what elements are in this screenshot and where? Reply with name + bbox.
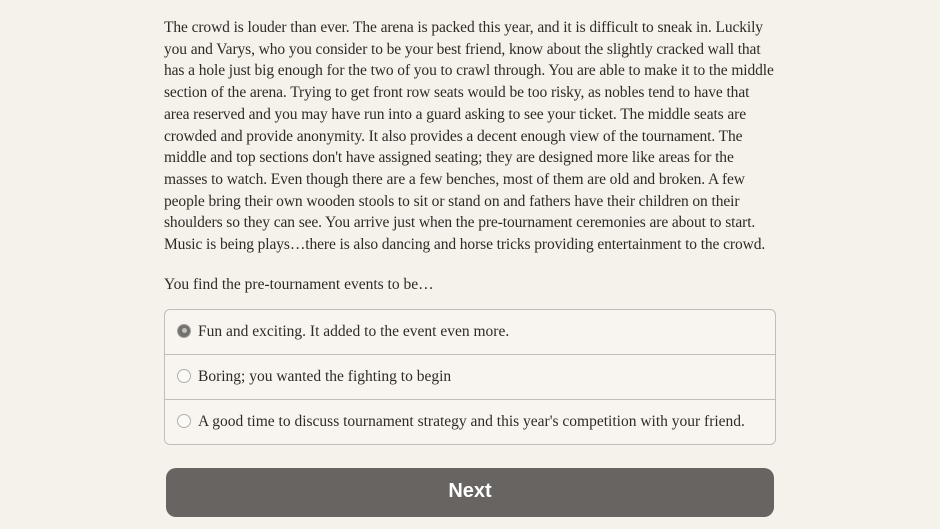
choice-label: A good time to discuss tournament strategy and this year's competition with your friend. (198, 412, 745, 430)
choice-label: Boring; you wanted the fighting to begin (198, 367, 452, 385)
story-page (164, 0, 776, 517)
next-button[interactable]: Next (166, 468, 774, 517)
choice-option-boring[interactable] (165, 355, 775, 400)
choice-group (164, 309, 776, 445)
radio-button-icon[interactable] (177, 369, 191, 383)
choice-question: You find the pre-tournament events to be… (164, 275, 434, 293)
radio-button-icon[interactable] (177, 324, 191, 338)
story-paragraph: The crowd is louder than ever. The arena is packed this year, and it is difficult to sneak in. Luckily you and Varys, who you consider to be your best friend, know about the slightly cracked wall that has a hole just big enough for the two of you to crawl through. You are able to make it to the middle section of the arena. Trying to get front row seats would be too risky, as nobles tend to have that area reserved and you may have run into a guard asking to see your ticket. The middle seats are crowded and provide anonymity. It also provides a decent enough view of the tournament. The middle and top sections don't have assigned seating; they are designed more like areas for the masses to watch. Even though there are a few benches, most of them are old and broken. A few people bring their own wooden stools to sit or stand on and fathers have their children on their shoulders so they can see. You arrive just when the pre-tournament ceremonies are about to start. Music is being plays…there is also dancing and horse tricks providing entertainment to the crowd. (164, 19, 774, 254)
radio-button-icon[interactable] (177, 414, 191, 428)
choice-option-fun-and-exciting[interactable] (165, 310, 775, 355)
choice-label: Fun and exciting. It added to the event even more. (198, 322, 510, 340)
choice-option-discuss-strategy[interactable] (165, 400, 775, 444)
